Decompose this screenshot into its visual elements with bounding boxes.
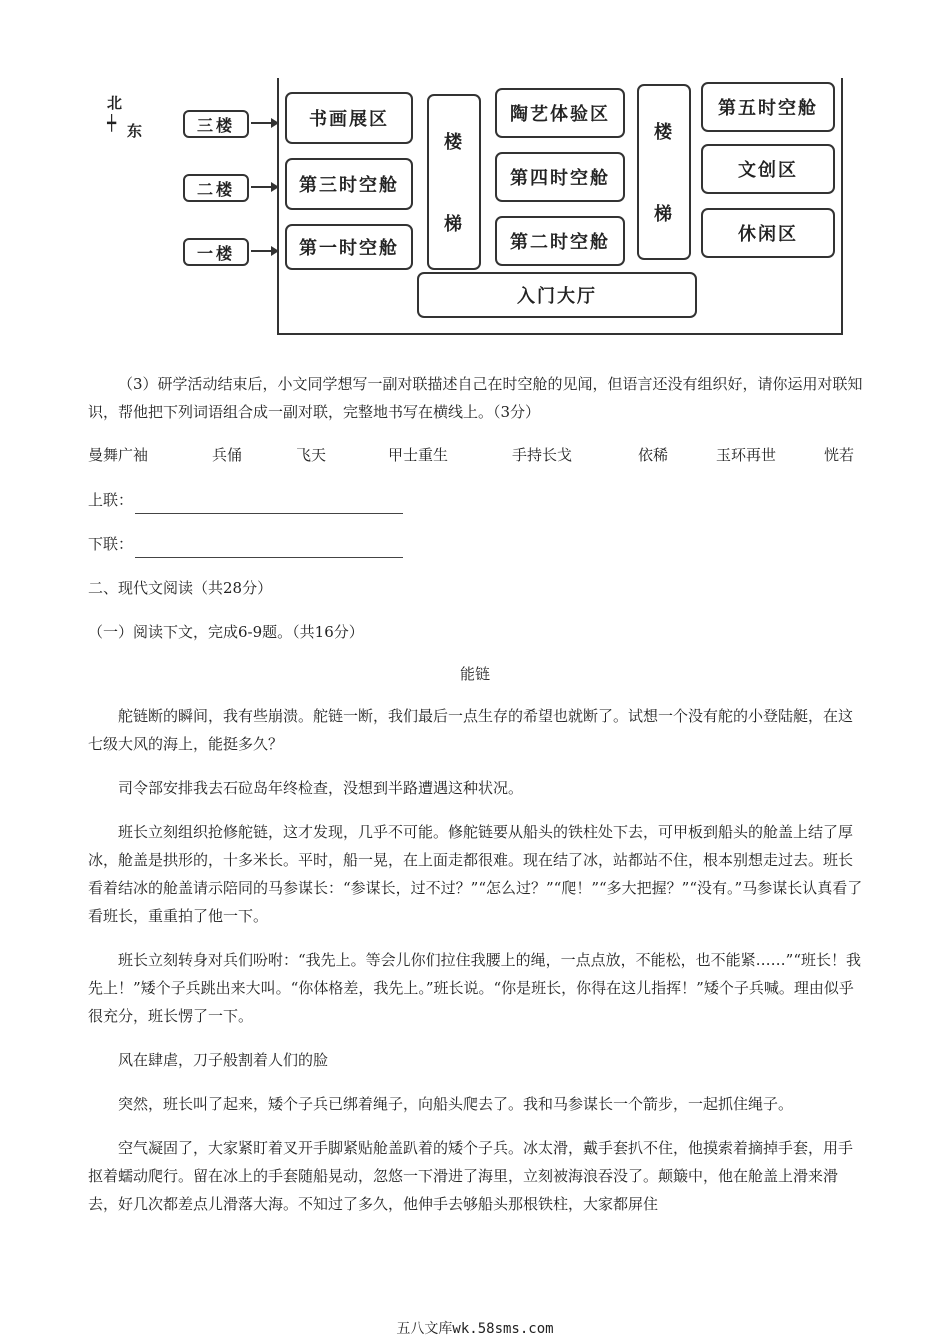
word-options <box>88 444 868 468</box>
stairs-char: 梯 <box>444 214 464 235</box>
floor-arrow-icon <box>251 250 277 252</box>
room-creative: 文创区 <box>701 144 835 194</box>
room-leisure: 休闲区 <box>701 208 835 258</box>
question-3-text: （3）研学活动结束后，小文同学想写一副对联描述自己在时空舱的见闻，但语言还没有组织好，请你运用对联知识，帮他把下列词语组合成一副对联，完整地书写在横线上。（3分） <box>88 375 863 421</box>
room-lobby: 入门大厅 <box>417 272 697 318</box>
word-option: 兵俑 <box>212 446 243 464</box>
word-option: 依稀 <box>638 446 669 464</box>
upper-couplet-label: 上联： <box>88 491 134 509</box>
word-option: 甲士重生 <box>388 446 449 464</box>
word-option: 手持长戈 <box>512 446 573 464</box>
floor-label-3: 三楼 <box>183 110 249 138</box>
section-subheading: （一）阅读下文，完成6-9题。（共16分） <box>88 623 364 641</box>
article-paragraph: 风在肆虐，刀子般割着人们的脸 <box>118 1051 329 1069</box>
stairs-char: 梯 <box>654 204 674 225</box>
article-paragraph: 空气凝固了，大家紧盯着叉开手脚紧贴舱盖趴着的矮个子兵。冰太滑，戴手套扒不住，他摸索着摘掉手套，用手抠着蠕动爬行。留在冰上的手套随船晃动，忽悠一下滑进了海里，立刻被海浪吞没了。颠簸中，他在舱盖上滑来滑去，好几次都差点儿滑落大海。不知过了多久，他伸手去够船头那根铁柱，大家都屏住 <box>88 1139 854 1213</box>
article-paragraph: 司令部安排我去石砬岛年终检查，没想到半路遭遇这种状况。 <box>118 779 524 797</box>
article-paragraph: 突然，班长叫了起来，矮个子兵已绑着绳子，向船头爬去了。我和马参谋长一个箭步，一起抓住绳子。 <box>118 1095 794 1113</box>
room-capsule-5: 第五时空舱 <box>701 82 835 132</box>
room-capsule-3: 第三时空舱 <box>285 158 413 210</box>
floor-arrow-icon <box>251 122 277 124</box>
floor-plan-diagram <box>105 78 845 336</box>
article-paragraph: 班长立刻转身对兵们吩咐：“我先上。等会儿你们拉住我腰上的绳，一点点放，不能松，也不能紧……”“班长！我先上！”矮个子兵跳出来大叫。“你体格差，我先上。”班长说。“你是班长，你得在这儿指挥！”矮个子兵喊。理由似乎很充分，班长愣了一下。 <box>88 951 862 1025</box>
upper-couplet-blank[interactable] <box>135 493 403 514</box>
article-paragraph: 班长立刻组织抢修舵链，这才发现，几乎不可能。修舵链要从船头的铁柱处下去，可甲板到船头的舱盖上结了厚冰，舱盖是拱形的，十多米长。平时，船一晃，在上面走都很难。现在结了冰，站都站不住，根本别想走过去。班长看着结冰的舱盖请示陪同的马参谋长：“参谋长，过不过？”“怎么过？”“爬！”“多大把握？”“没有。”马参谋长认真看了看班长，重重拍了他一下。 <box>88 823 863 925</box>
compass-north: 北 <box>107 94 123 112</box>
word-option: 曼舞广袖 <box>88 446 149 464</box>
room-capsule-2: 第二时空舱 <box>495 216 625 266</box>
floor-label-2: 二楼 <box>183 174 249 202</box>
room-capsule-4: 第四时空舱 <box>495 152 625 202</box>
lower-couplet-blank[interactable] <box>135 537 403 558</box>
upper-couplet-row <box>88 486 863 514</box>
room-capsule-1: 第一时空舱 <box>285 224 413 270</box>
compass-east: 东 <box>127 122 143 140</box>
stairs-char: 楼 <box>444 132 464 153</box>
article-paragraph: 舵链断的瞬间，我有些崩溃。舵链一断，我们最后一点生存的希望也就断了。试想一个没有舵的小登陆艇，在这七级大风的海上，能挺多久？ <box>88 707 854 753</box>
stairs-west <box>427 94 481 270</box>
compass-arrow-icon: ┿ <box>107 114 117 132</box>
lower-couplet-row <box>88 530 863 558</box>
word-option: 玉环再世 <box>716 446 777 464</box>
lower-couplet-label: 下联： <box>88 535 134 553</box>
floor-label-1: 一楼 <box>183 238 249 266</box>
room-calligraphy: 书画展区 <box>285 92 413 144</box>
room-pottery: 陶艺体验区 <box>495 88 625 138</box>
section-heading: 二、现代文阅读（共28分） <box>88 579 273 597</box>
article-title: 能链 <box>459 665 490 683</box>
word-option: 恍若 <box>824 446 855 464</box>
floor-arrow-icon <box>251 186 277 188</box>
stairs-char: 楼 <box>654 122 674 143</box>
stairs-east <box>637 84 691 260</box>
footer-watermark: 五八文库wk.58sms.com <box>396 1321 554 1337</box>
word-option: 飞天 <box>296 446 327 464</box>
